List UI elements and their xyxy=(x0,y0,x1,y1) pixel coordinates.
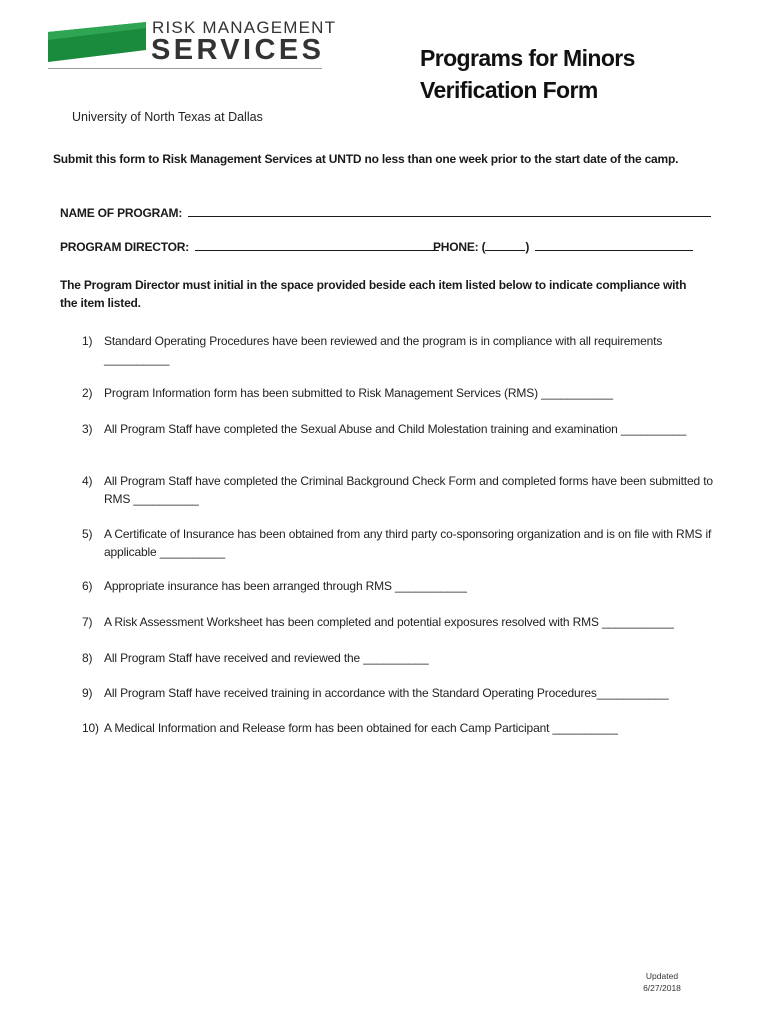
item-number: 4) xyxy=(82,474,93,488)
item-number: 5) xyxy=(82,527,93,541)
checklist-item xyxy=(82,385,714,403)
item-text: Appropriate insurance has been arranged through RMS ___________ xyxy=(104,579,467,593)
program-name-field[interactable] xyxy=(188,204,711,217)
item-text: A Certificate of Insurance has been obtained from any third party co-sponsoring organization and is on file with RMS if applicable __________ xyxy=(104,527,712,559)
item-number: 7) xyxy=(82,615,93,629)
item-number: 1) xyxy=(82,334,93,348)
organization-name: University of North Texas at Dallas xyxy=(72,110,263,124)
phone-label: PHONE: ( xyxy=(433,240,486,254)
checklist-item xyxy=(82,650,714,668)
footer-updated-label: Updated xyxy=(645,971,679,981)
checklist-item xyxy=(82,473,714,508)
form-title-line1: Programs for Minors xyxy=(420,45,635,71)
form-title xyxy=(420,42,635,106)
phone-area-code-field[interactable] xyxy=(485,238,525,251)
item-text: Program Information form has been submitted to Risk Management Services (RMS) ___________ xyxy=(104,386,613,400)
item-text: All Program Staff have received training in accordance with the Standard Operating Procedures___________ xyxy=(104,686,669,700)
updated-footer xyxy=(632,970,692,994)
checklist-item xyxy=(82,614,714,632)
item-text: All Program Staff have received and reviewed the __________ xyxy=(104,651,429,665)
item-number: 10) xyxy=(82,721,99,735)
submission-instructions: Submit this form to Risk Management Services at UNTD no less than one week prior to the start date of the camp. xyxy=(53,152,679,166)
program-director-row xyxy=(60,238,439,254)
rms-logo-mark-icon xyxy=(48,22,146,62)
program-director-label: PROGRAM DIRECTOR: xyxy=(60,240,190,254)
checklist-item xyxy=(82,333,714,368)
phone-close-paren: ) xyxy=(525,240,530,254)
item-text: All Program Staff have completed the Criminal Background Check Form and completed forms have been submitted to RMS __________ xyxy=(104,474,713,506)
form-title-line2: Verification Form xyxy=(420,77,598,103)
phone-row xyxy=(433,238,693,254)
rms-logo xyxy=(48,18,337,70)
checklist-item xyxy=(82,720,714,738)
item-number: 8) xyxy=(82,651,93,665)
compliance-notice: The Program Director must initial in the space provided beside each item listed below to indicate compliance with the item listed. xyxy=(60,278,687,310)
item-number: 6) xyxy=(82,579,93,593)
checklist-item xyxy=(82,578,714,596)
item-number: 2) xyxy=(82,386,93,400)
footer-updated-date: 6/27/2018 xyxy=(643,983,681,993)
logo-text-risk-management: RISK MANAGEMENT xyxy=(152,18,337,37)
logo-divider xyxy=(48,68,322,69)
item-text: Standard Operating Procedures have been reviewed and the program is in compliance with all requirements __________ xyxy=(104,334,663,366)
program-name-row xyxy=(60,204,711,220)
item-text: All Program Staff have completed the Sexual Abuse and Child Molestation training and examination __________ xyxy=(104,422,687,436)
item-text: A Risk Assessment Worksheet has been completed and potential exposures resolved with RMS ___________ xyxy=(104,615,674,629)
item-number: 9) xyxy=(82,686,93,700)
checklist-item xyxy=(82,685,714,703)
logo-text-services: SERVICES xyxy=(151,34,325,66)
checklist-item xyxy=(82,421,714,439)
item-text: A Medical Information and Release form has been obtained for each Camp Participant __________ xyxy=(104,721,618,735)
phone-number-field[interactable] xyxy=(535,238,693,251)
program-director-field[interactable] xyxy=(195,238,439,251)
item-number: 3) xyxy=(82,422,93,436)
program-name-label: NAME OF PROGRAM: xyxy=(60,206,183,220)
checklist-item xyxy=(82,526,714,561)
